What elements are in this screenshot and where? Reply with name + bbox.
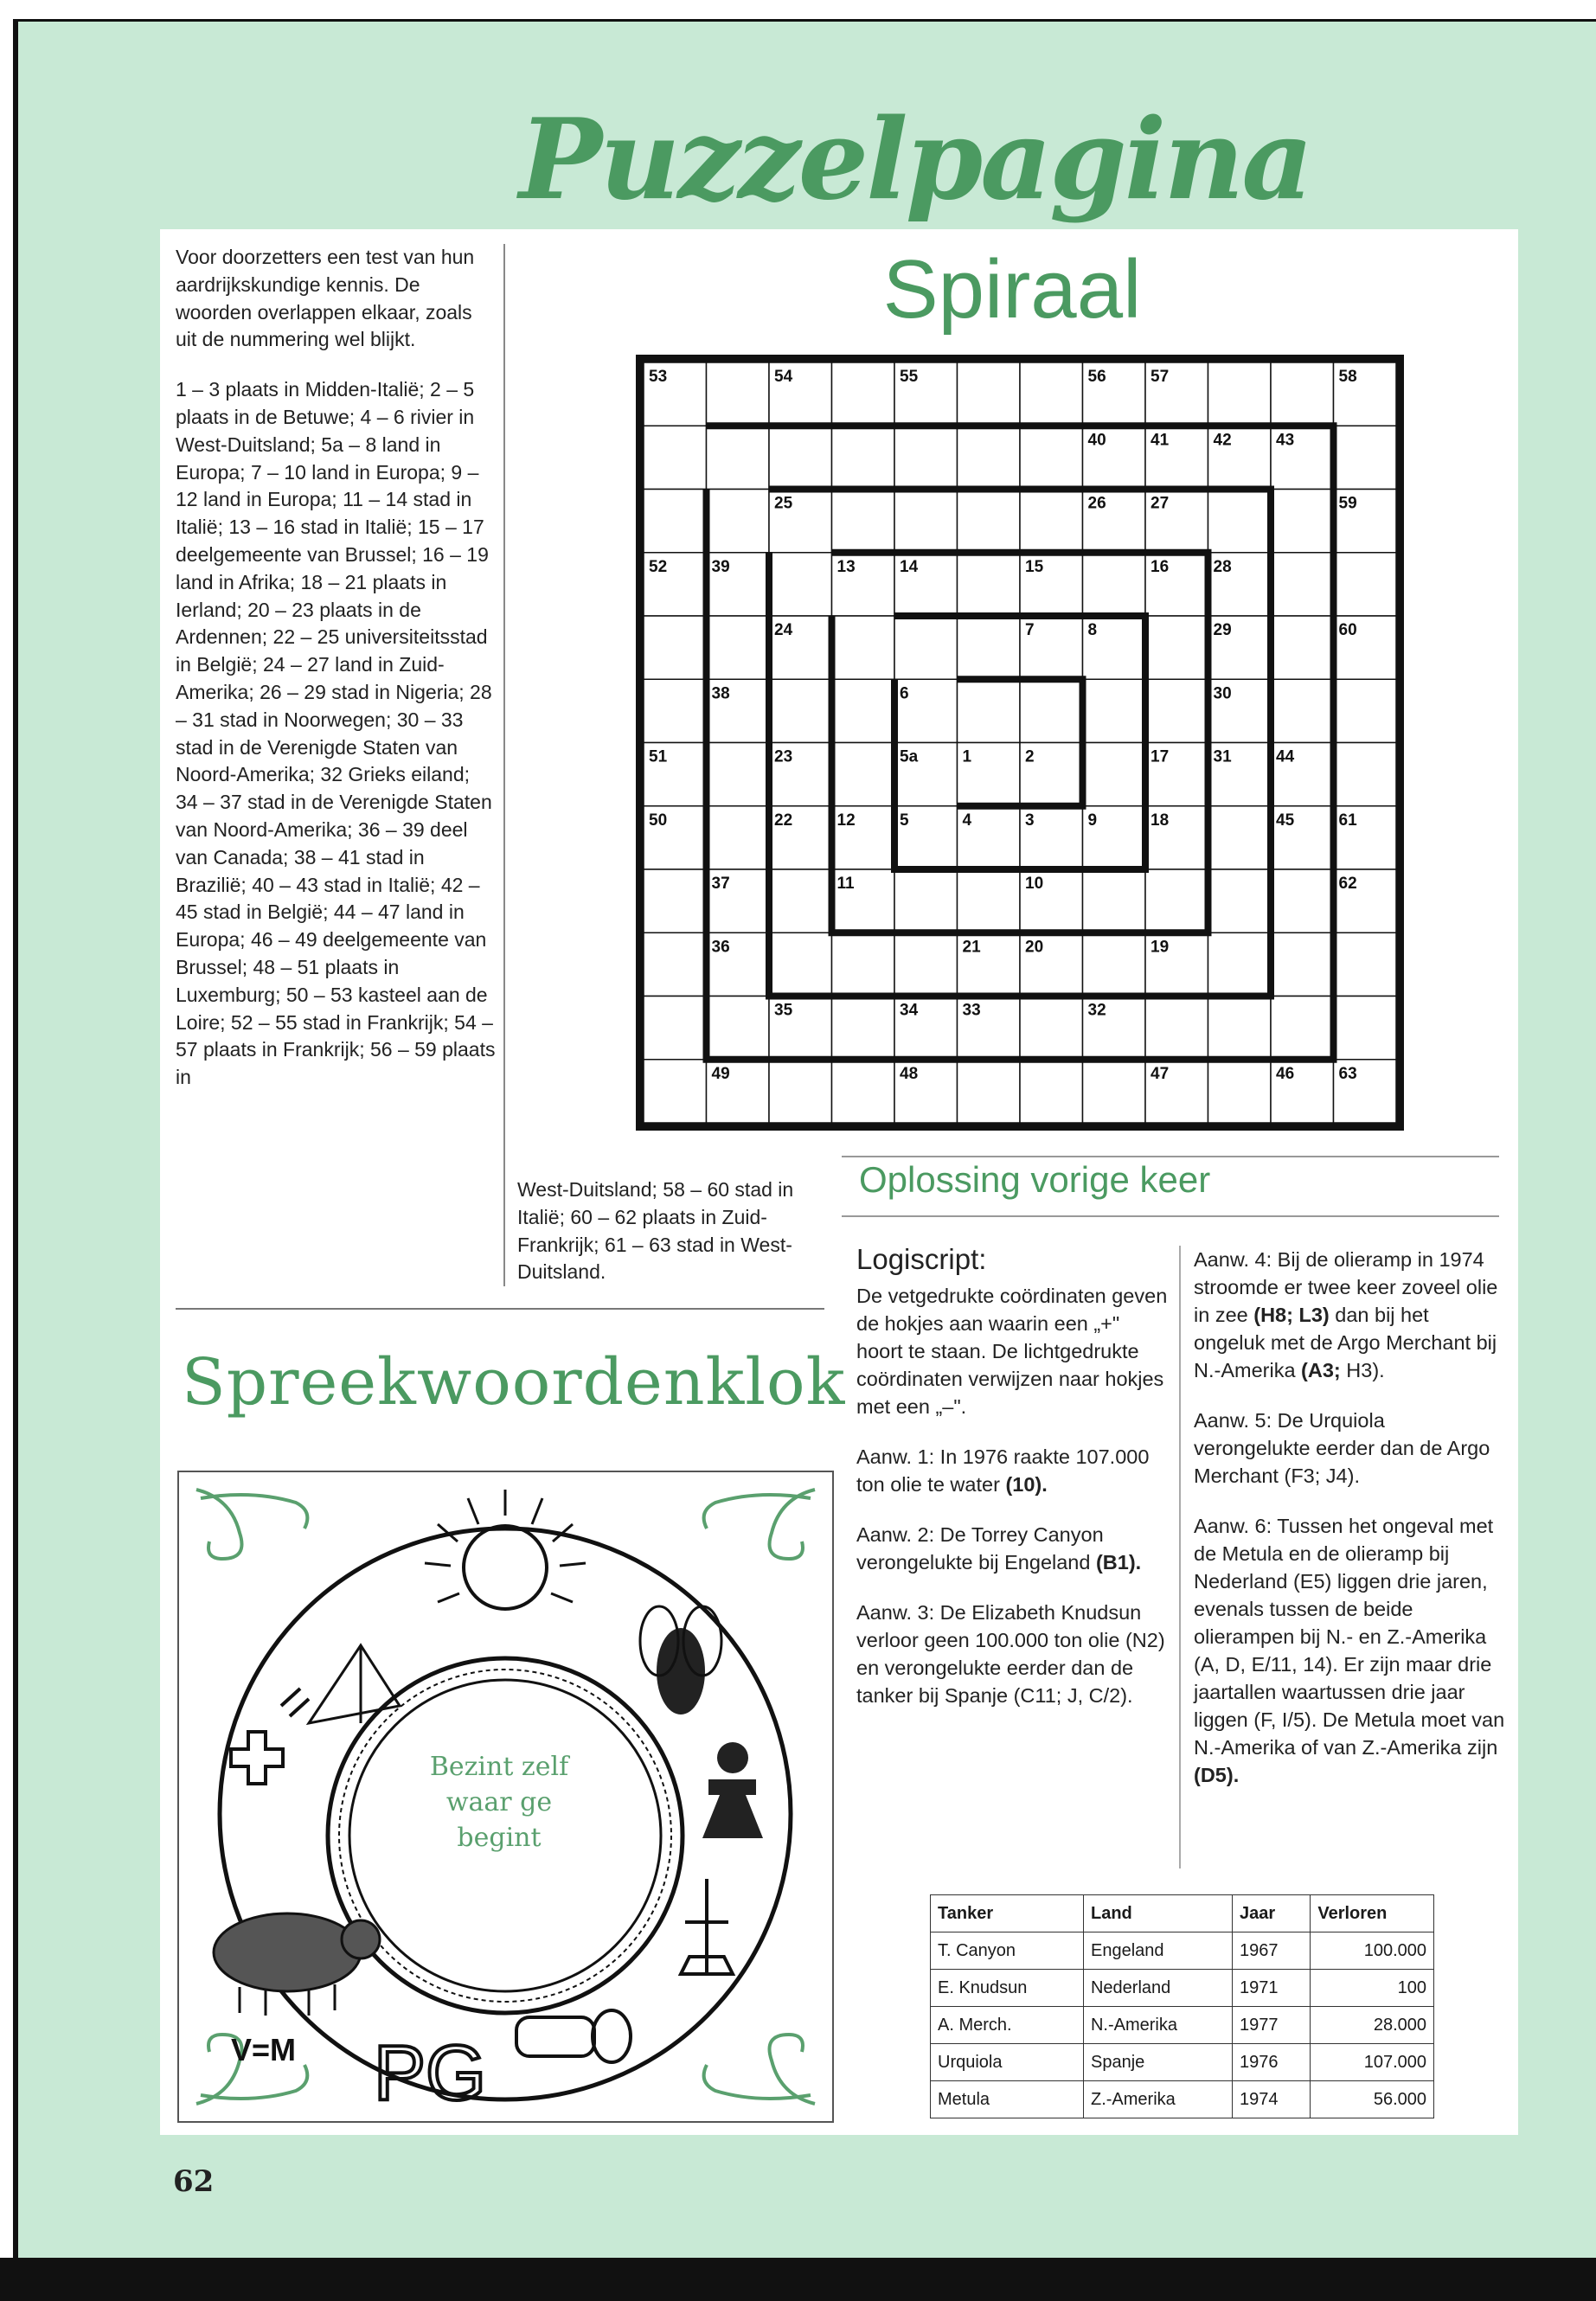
- table-cell: T. Canyon: [931, 1932, 1084, 1970]
- grid-cell[interactable]: [1208, 806, 1272, 869]
- grid-cell[interactable]: [894, 616, 958, 679]
- cell-number: 6: [900, 684, 909, 703]
- table-header: Verloren: [1311, 1895, 1434, 1932]
- cell-number: 19: [1151, 938, 1170, 957]
- spiraal-title: Spiraal: [882, 243, 1142, 336]
- cell-number: 10: [1025, 875, 1044, 893]
- cell-number: 21: [962, 938, 981, 957]
- table-cell: 1974: [1232, 2081, 1310, 2118]
- grid-cell[interactable]: [1020, 362, 1083, 426]
- oplossing-column-1: [856, 1243, 1168, 1732]
- cell-number: 60: [1338, 621, 1357, 639]
- grid-cell[interactable]: [1145, 616, 1208, 679]
- motto-line-1: Bezint zelf: [429, 1752, 569, 1782]
- oplossing-rule-top: [842, 1156, 1499, 1157]
- table-cell: N.-Amerika: [1083, 2007, 1232, 2044]
- aanwijzing-6: [1194, 1512, 1505, 1789]
- oplossing-rule-bottom: [842, 1215, 1499, 1217]
- table-cell: Z.-Amerika: [1083, 2081, 1232, 2118]
- cell-number: 50: [649, 811, 668, 830]
- tent-icon: [309, 1645, 400, 1723]
- cell-number: 51: [649, 747, 668, 766]
- sun-icon: [425, 1490, 586, 1609]
- grid-cell[interactable]: [1271, 553, 1334, 616]
- cell-number: 39: [711, 557, 730, 576]
- grid-cell[interactable]: [644, 679, 707, 742]
- grid-cell[interactable]: [1271, 933, 1334, 996]
- table-cell: Metula: [931, 2081, 1084, 2118]
- page-title: Puzzelpagina: [519, 95, 1311, 225]
- grid-cell[interactable]: [769, 679, 832, 742]
- aanwijzing-2-answer: (B1).: [1095, 1551, 1142, 1574]
- grid-cell[interactable]: [1083, 679, 1146, 742]
- cell-number: 26: [1087, 494, 1106, 513]
- cell-number: 34: [900, 1001, 919, 1020]
- oplossing-column-2: [1194, 1246, 1505, 1811]
- grid-cell[interactable]: [1020, 997, 1083, 1060]
- cell-number: 54: [774, 368, 793, 386]
- grid-drawing: [644, 362, 1396, 1123]
- cell-number: 13: [836, 557, 856, 576]
- solution-table: [930, 1894, 1434, 2118]
- i-letter-icon: [702, 1742, 763, 1838]
- cell-number: 22: [774, 811, 793, 830]
- grid-cell[interactable]: [1020, 426, 1083, 489]
- table-header: Jaar: [1232, 1895, 1310, 1932]
- cell-number: 17: [1151, 747, 1170, 766]
- cell-number: 2: [1025, 747, 1035, 766]
- grid-cell[interactable]: [1334, 933, 1397, 996]
- spreekwoord-motto: [335, 1749, 663, 1856]
- spreekwoordenklok-illustration: [177, 1471, 834, 2123]
- spiraal-intro: Voor doorzetters een test van hun aardrijkskundige kennis. De woorden overlappen elkaar, zoals uit de nummering wel blijkt.: [176, 246, 475, 351]
- table-cell: Engeland: [1083, 1932, 1232, 1970]
- cell-number: 23: [774, 747, 793, 766]
- spreekwoordenklok-title: Spreekwoordenklok: [182, 1345, 846, 1420]
- table-row: [931, 2081, 1434, 2118]
- cell-number: 38: [711, 684, 730, 703]
- grid-cell[interactable]: [1208, 997, 1272, 1060]
- grid-cell[interactable]: [1334, 553, 1397, 616]
- cell-number: 42: [1213, 431, 1232, 450]
- grid-cell[interactable]: [644, 426, 707, 489]
- cell-number: 40: [1087, 431, 1106, 450]
- pig-icon: [214, 1913, 380, 2016]
- aanwijzing-1: [856, 1443, 1168, 1498]
- grid-cell[interactable]: [1083, 933, 1146, 996]
- cell-number: 47: [1151, 1064, 1170, 1083]
- cell-number: 5: [900, 811, 909, 830]
- grid-cell[interactable]: [769, 553, 832, 616]
- grid-cell[interactable]: [707, 362, 770, 426]
- table-cell: Spanje: [1083, 2044, 1232, 2081]
- grid-cell[interactable]: [1334, 679, 1397, 742]
- logiscript-heading: Logiscript:: [856, 1243, 987, 1275]
- aanwijzing-4-answer-2: (A3;: [1301, 1359, 1341, 1381]
- table-cell: 100: [1311, 1970, 1434, 2007]
- cell-number: 11: [836, 875, 855, 893]
- table-header: Tanker: [931, 1895, 1084, 1932]
- cell-number: 55: [900, 368, 919, 386]
- grid-cell[interactable]: [832, 616, 895, 679]
- cell-number: 48: [900, 1064, 919, 1083]
- grid-cell[interactable]: [894, 490, 958, 553]
- oplossing-divider: [1179, 1246, 1181, 1868]
- aanwijzing-4: [1194, 1246, 1505, 1384]
- grid-cell[interactable]: [1334, 426, 1397, 489]
- grid-cell[interactable]: [1145, 679, 1208, 742]
- grid-cell[interactable]: [832, 1060, 895, 1123]
- cell-number: 41: [1151, 431, 1170, 450]
- grid-cell[interactable]: [1271, 679, 1334, 742]
- cell-number: 8: [1087, 621, 1098, 639]
- spiral-crossword-grid[interactable]: [636, 355, 1404, 1131]
- grid-cell[interactable]: [1145, 869, 1208, 933]
- pg-label: PG: [374, 2030, 487, 2117]
- cell-number: 59: [1338, 494, 1357, 513]
- column-divider: [503, 244, 505, 1286]
- grid-cell[interactable]: [958, 426, 1021, 489]
- table-cell: 100.000: [1311, 1932, 1434, 1970]
- grid-cell[interactable]: [1271, 362, 1334, 426]
- grid-cell[interactable]: [958, 679, 1021, 742]
- grid-cell[interactable]: [707, 806, 770, 869]
- cell-number: 31: [1213, 747, 1232, 766]
- grid-cell[interactable]: [958, 362, 1021, 426]
- grid-cell[interactable]: [1208, 1060, 1272, 1123]
- cell-number: 35: [774, 1001, 793, 1020]
- bottom-border: [0, 2258, 1596, 2301]
- cell-number: 7: [1025, 621, 1035, 639]
- cell-number: 18: [1151, 811, 1170, 830]
- grid-cell[interactable]: [958, 553, 1021, 616]
- grid-cell[interactable]: [644, 616, 707, 679]
- grid-cell[interactable]: [707, 743, 770, 806]
- cell-number: 62: [1338, 875, 1357, 893]
- cell-number: 32: [1087, 1001, 1106, 1020]
- grid-cell[interactable]: [769, 1060, 832, 1123]
- cell-number: 27: [1151, 494, 1170, 513]
- grid-cell[interactable]: [1020, 490, 1083, 553]
- aanwijzing-1-text: Aanw. 1: In 1976 raakte 107.000 ton olie te water: [856, 1445, 1150, 1496]
- table-cell: 56.000: [1311, 2081, 1434, 2118]
- cell-number: 46: [1276, 1064, 1295, 1083]
- grid-cell[interactable]: [1271, 490, 1334, 553]
- motto-line-3: begint: [457, 1823, 542, 1853]
- cell-number: 29: [1213, 621, 1232, 639]
- cell-number: 14: [900, 557, 919, 576]
- table-cell: Urquiola: [931, 2044, 1084, 2081]
- grid-cell[interactable]: [958, 490, 1021, 553]
- section-divider: [176, 1308, 824, 1310]
- table-row: [931, 1970, 1434, 2007]
- grid-cell[interactable]: [707, 997, 770, 1060]
- aanwijzing-4-text: Aanw. 4: Bij de olieramp in 1974 stroomde er twee keer zoveel olie in zee: [1194, 1248, 1498, 1326]
- grid-cell[interactable]: [769, 426, 832, 489]
- motto-line-2: waar ge: [445, 1787, 553, 1817]
- grid-cell[interactable]: [832, 362, 895, 426]
- grid-cell[interactable]: [707, 490, 770, 553]
- table-cell: Nederland: [1083, 1970, 1232, 2007]
- aanwijzing-3: Aanw. 3: De Elizabeth Knudsun verloor geen 100.000 ton olie (N2) en verongelukte eerder dan de tanker bij Spanje (C11; J, C/2).: [856, 1601, 1165, 1707]
- grid-cell[interactable]: [1208, 362, 1272, 426]
- cell-number: 61: [1338, 811, 1357, 830]
- cell-number: 15: [1025, 557, 1044, 576]
- table-cell: 1971: [1232, 1970, 1310, 2007]
- cell-number: 53: [649, 368, 668, 386]
- aanwijzing-6-text: Aanw. 6: Tussen het ongeval met de Metula en de olieramp bij Nederland (E5) liggen drie jaren, evenals tussen de beide olierampen bij N.- en Z.-Amerika (A, D, E/11, 14). Er zijn maar drie jaartallen waartussen drie jaar liggen (F, I/5). De Metula moet van N.-Amerika of van Z.-Amerika zijn: [1194, 1515, 1505, 1759]
- aanwijzing-4-answer-1: (H8; L3): [1253, 1304, 1330, 1326]
- grid-cell[interactable]: [1145, 997, 1208, 1060]
- grid-cell[interactable]: [644, 490, 707, 553]
- grid-cell[interactable]: [1334, 743, 1397, 806]
- cell-number: 36: [711, 938, 730, 957]
- grid-cell[interactable]: [832, 426, 895, 489]
- fly-icon: [640, 1606, 721, 1715]
- cell-number: 24: [774, 621, 793, 639]
- cell-number: 56: [1087, 368, 1106, 386]
- grid-cell[interactable]: [894, 426, 958, 489]
- grid-cell[interactable]: [832, 490, 895, 553]
- aanwijzing-4-end: H3).: [1346, 1359, 1385, 1381]
- cell-number: 52: [649, 557, 668, 576]
- grid-cell[interactable]: [644, 869, 707, 933]
- cell-number: 1: [962, 747, 972, 766]
- grid-cell[interactable]: [769, 869, 832, 933]
- grid-cell[interactable]: [1020, 679, 1083, 742]
- grid-cell[interactable]: [1083, 1060, 1146, 1123]
- grid-cell[interactable]: [832, 743, 895, 806]
- table-cell: 1977: [1232, 2007, 1310, 2044]
- grid-cell[interactable]: [1334, 997, 1397, 1060]
- grid-cell[interactable]: [769, 933, 832, 996]
- grid-cell[interactable]: [832, 997, 895, 1060]
- grid-cell[interactable]: [644, 933, 707, 996]
- grid-cell[interactable]: [1083, 743, 1146, 806]
- tool-icon: [681, 1879, 733, 1974]
- cell-number: 49: [711, 1064, 730, 1083]
- table-cell: E. Knudsun: [931, 1970, 1084, 2007]
- aanwijzing-2: [856, 1521, 1168, 1576]
- spiraal-clues: [176, 244, 496, 1114]
- cell-number: 9: [1087, 811, 1098, 830]
- table-row: [931, 1932, 1434, 1970]
- cell-number: 16: [1151, 557, 1170, 576]
- cell-number: 33: [962, 1001, 981, 1020]
- grid-cell[interactable]: [958, 1060, 1021, 1123]
- grid-cell[interactable]: [644, 1060, 707, 1123]
- page-number: 62: [173, 2164, 215, 2199]
- grid-cell[interactable]: [894, 933, 958, 996]
- table-cell: 1967: [1232, 1932, 1310, 1970]
- cell-number: 30: [1213, 684, 1232, 703]
- grid-cell[interactable]: [1083, 869, 1146, 933]
- table-header-row: [931, 1895, 1434, 1932]
- cell-number: 58: [1338, 368, 1357, 386]
- cell-number: 20: [1025, 938, 1044, 957]
- table-row: [931, 2044, 1434, 2081]
- aanwijzing-4-mid: dan bij het ongeluk met de Argo Merchant bij N.-Amerika: [1194, 1304, 1497, 1381]
- table-cell: A. Merch.: [931, 2007, 1084, 2044]
- grid-cell[interactable]: [958, 869, 1021, 933]
- cell-number: 45: [1276, 811, 1295, 830]
- grid-cell[interactable]: [1208, 490, 1272, 553]
- grid-cell[interactable]: [832, 933, 895, 996]
- grid-cell[interactable]: [1020, 1060, 1083, 1123]
- grid-cell[interactable]: [1208, 869, 1272, 933]
- grid-cell[interactable]: [958, 616, 1021, 679]
- table-cell: 107.000: [1311, 2044, 1434, 2081]
- grid-cell[interactable]: [644, 997, 707, 1060]
- pacifier-icon: [516, 2010, 631, 2062]
- cell-number: 43: [1276, 431, 1295, 450]
- aanwijzing-2-text: Aanw. 2: De Torrey Canyon verongelukte bij Engeland: [856, 1523, 1104, 1574]
- spiraal-clues-part1: 1 – 3 plaats in Midden-Italië; 2 – 5 plaats in de Betuwe; 4 – 6 rivier in West-Duitsland; 5a – 8 land in Europa; 7 – 10 land in Europa; 9 – 12 land in Europa; 11 – 14 stad in Italië; 13 – 16 stad in Italië; 15 – 17 deelgemeente van Brussel; 16 – 19 land in Afrika; 18 – 21 plaats in Ierland; 20 – 23 plaats in de Ardennen; 22 – 25 universiteitsstad in België; 24 – 27 land in Zuid-Amerika; 26 – 29 stad in Nigeria; 28 – 31 stad in Noorwegen; 30 – 33 stad in de Verenigde Staten van Noord-Amerika; 32 Grieks eiland; 34 – 37 stad in de Verenigde Staten van Noord-Amerika; 36 – 39 deel van Canada; 38 – 41 stad in Brazilië; 40 – 43 stad in Italië; 42 – 45 stad in België; 44 – 47 land in Europa; 46 – 49 deelgemeente van Brussel; 48 – 51 plaats in Luxemburg; 50 – 53 kasteel aan de Loire; 52 – 55 stad in Frankrijk; 54 – 57 plaats in Frankrijk; 56 – 59 plaats in: [176, 378, 496, 1089]
- table-cell: 28.000: [1311, 2007, 1434, 2044]
- cell-number: 5a: [900, 747, 919, 766]
- aanwijzing-6-answer: (D5).: [1194, 1764, 1240, 1786]
- grid-cell[interactable]: [707, 616, 770, 679]
- grid-cell[interactable]: [1271, 869, 1334, 933]
- cell-number: 57: [1151, 368, 1170, 386]
- oplossing-title: Oplossing vorige keer: [859, 1159, 1211, 1200]
- grid-cell[interactable]: [1271, 616, 1334, 679]
- cell-number: 4: [962, 811, 972, 830]
- grid-cell[interactable]: [1208, 933, 1272, 996]
- grid-cell[interactable]: [894, 869, 958, 933]
- cell-number: 28: [1213, 557, 1232, 576]
- aanwijzing-5: Aanw. 5: De Urquiola verongelukte eerder dan de Argo Merchant (F3; J4).: [1194, 1409, 1490, 1487]
- table-cell: 1976: [1232, 2044, 1310, 2081]
- cell-number: 12: [836, 811, 856, 830]
- table-row: [931, 2007, 1434, 2044]
- grid-cell[interactable]: [1083, 553, 1146, 616]
- logiscript-text: De vetgedrukte coördinaten geven de hokjes aan waarin een „+" hoort te staan. De lichtgedrukte coördinaten verwijzen naar hokjes met een „–".: [856, 1285, 1168, 1418]
- cell-number: 44: [1276, 747, 1295, 766]
- cell-number: 3: [1025, 811, 1035, 830]
- grid-cell[interactable]: [707, 426, 770, 489]
- cell-number: 25: [774, 494, 793, 513]
- grid-cell[interactable]: [832, 679, 895, 742]
- spiraal-clues-continued: West-Duitsland; 58 – 60 stad in Italië; 60 – 62 plaats in Zuid-Frankrijk; 61 – 63 stad in West-Duitsland.: [517, 1178, 794, 1284]
- cell-number: 37: [711, 875, 730, 893]
- vm-label: V=M: [231, 2032, 297, 2067]
- aanwijzing-1-answer: (10).: [1005, 1473, 1048, 1496]
- cell-number: 63: [1338, 1064, 1357, 1083]
- table-header: Land: [1083, 1895, 1232, 1932]
- grid-cell[interactable]: [1271, 997, 1334, 1060]
